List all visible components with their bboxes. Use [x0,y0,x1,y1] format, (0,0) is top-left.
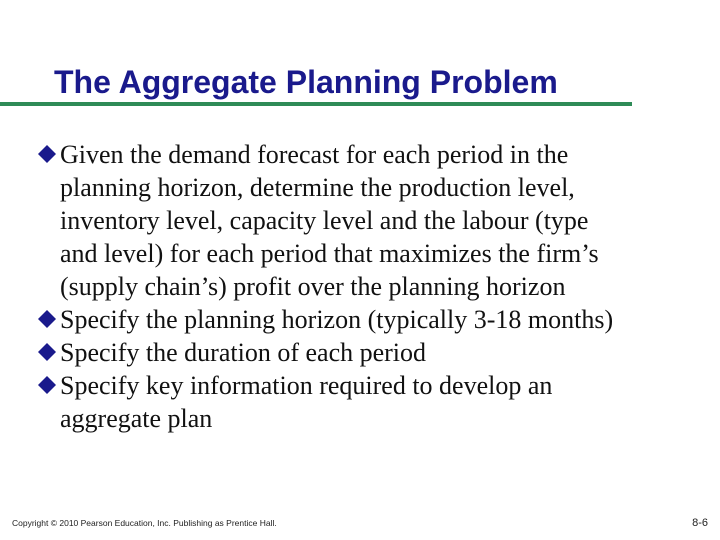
bullet-text-line: Specify key information required to develop an [60,371,553,400]
bullet-item [38,303,698,336]
bullet-text-line: and level) for each period that maximizes the firm’s [60,239,599,268]
footer-copyright: Copyright © 2010 Pearson Education, Inc. Publishing as Prentice Hall. [12,518,277,528]
bullet-item [38,336,698,369]
bullet-text-line: Specify the duration of each period [60,338,427,367]
bullet-item [38,369,698,435]
bullet-list [38,138,698,435]
diamond-icon [38,376,56,394]
diamond-icon [38,145,56,163]
diamond-icon [38,343,56,361]
bullet-text-line: inventory level, capacity level and the labour (type [60,206,589,235]
diamond-icon [38,310,56,328]
bullet-item [38,138,698,303]
slide-title: The Aggregate Planning Problem [54,64,558,100]
title-underline [0,102,632,106]
bullet-text-line: Given the demand forecast for each period in the [60,140,569,169]
bullet-text-line: Specify the planning horizon (typically 3-18 months) [60,305,614,334]
bullet-text-line: (supply chain’s) profit over the planning horizon [60,272,566,301]
bullet-text-line: planning horizon, determine the production level, [60,173,575,202]
bullet-text-line: aggregate plan [60,404,213,433]
page-number: 8-6 [692,517,708,529]
